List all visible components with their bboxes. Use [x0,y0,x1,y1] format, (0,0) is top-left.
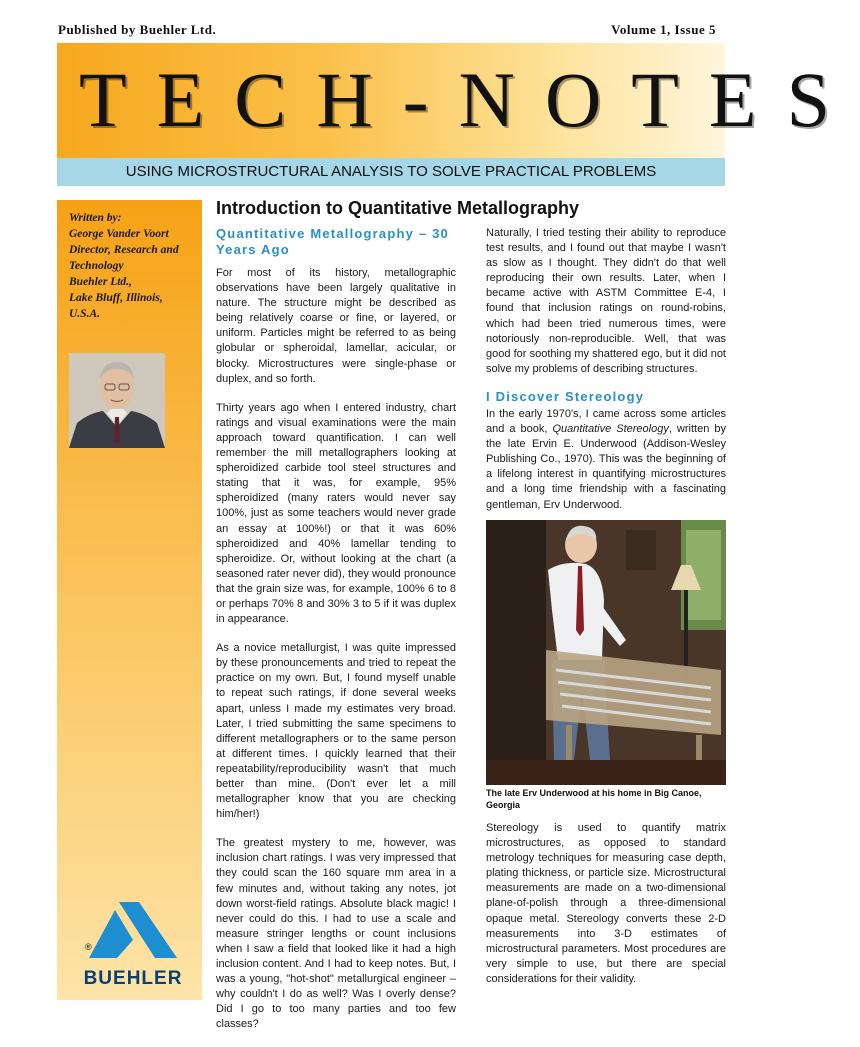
tagline-bar: USING MICROSTRUCTURAL ANALYSIS TO SOLVE PRACTICAL PROBLEMS [57,158,725,186]
paragraph: As a novice metallurgist, I was quite impressed by these pronouncements and tried to repeat the practice on my own. But, I found myself unable to repeat such ratings, if done several weeks apart, unless I made my estimates very broad. Later, I tried submitting the same specimens to different metallographers or to the same person at different times. I quickly learned that their repeatability/reproducibility wasn't that much better than mine. (Don't ever let a mill metallographer know that you are checking him/her!) [216,642,456,821]
author-line: Buehler Ltd., [69,276,132,288]
buehler-logo-icon [85,900,177,960]
publisher-label: Published by Buehler Ltd. [58,22,217,37]
paragraph: Naturally, I tried testing their ability to reproduce test results, and I found out that maybe I wasn't as slow as I thought. They didn't do that well reproducing their own results. Later, when I became active with ASTM Committee E-4, I found that inclusion ratings on round-robins, which had been tried numerous times, were notoriously non-reproducible. Well, that was good for soothing my shattered ego, but it did not solve my problems of describing structures. [486,227,726,375]
top-line [58,22,716,38]
registered-mark: ® [85,942,92,952]
article-title: Introduction to Quantitative Metallography [216,198,580,218]
issue-label: Volume 1, Issue 5 [611,22,716,37]
author-line: Technology [69,260,124,272]
paragraph: The greatest mystery to me, however, was inclusion chart ratings. I was very impressed that they could scan the 160 square mm area in a few minutes and, without taking any notes, jot down worst-field ratings. Absolute black magic! I never could do this. I had to use a scale and measure stringer lengths or count inclusions when I saw a field that looked like it had a high inclusion content. And I had to keep notes. But, I was a young, "hot-shot" metallurgical engineer – why couldn't I do as well? Was I overly dense? Did I go to too many parties and too few classes? [216,837,456,1031]
sidebar [57,200,202,1000]
author-line: Lake Bluff, Illinois, [69,292,163,304]
author-line: Director, Research and [69,244,179,256]
column-right [486,226,726,527]
buehler-wordmark: BUEHLER [83,968,183,989]
author-line: Written by: [69,212,122,224]
masthead [57,43,860,158]
author-line: U.S.A. [69,308,100,320]
author-block [69,210,199,322]
paragraph-text: , written by the late Ervin E. Underwood (Addison-Wesley Publishing Co., 1970). This was the beginning of a lifelong interest in quantifying microstructures and a long time friendship with a fascinating gentleman, Erv Underwood. [486,423,726,511]
photo-caption: The late Erv Underwood at his home in Big Canoe, Georgia [486,788,702,810]
section-heading: I Discover Stereology [486,388,645,404]
section-heading: Quantitative Metallography – 30 Years Ago [216,226,449,257]
book-title: Quantitative Stereology [552,423,669,436]
paragraph-text: In the early 1970's, I came across some articles and a book, [486,407,726,436]
underwood-photo [486,520,726,785]
column-right-bottom [486,821,726,1001]
masthead-title: TECH-NOTES [79,56,860,143]
paragraph: Thirty years ago when I entered industry, chart ratings and visual examinations were the main approach toward quantification. I can well remember the mill metallographers looking at spheroidized carbide tool steel structures and stating that it was, for example, 95% spheroidized (many raters would never say 100%, just as some teachers would never grade an essay at 100%!) or that it was 60% spheroidized and 40% lamellar tending to spheroidize. Or, without looking at the chart (a seasoned rater never did), they would pronounce that the grain size was, for example, 100% 6 to 8 or perhaps 70% 8 and 30% 3 to 5 if it was duplex in appearance. [216,401,456,626]
column-left [216,226,456,1047]
paragraph: Stereology is used to quantify matrix microstructures, as opposed to standard metrology techniques for measuring case depth, plating thickness, or particle size. Microstructural measurements are made on a two-dimensional plane-of-polish through a three-dimensional opaque metal. Stereology converts these 2-D measurements into 3-D estimates of microstructural parameters. Most procedures are very simple to use, but there are special considerations for their validity. [486,822,726,985]
author-line: George Vander Voort [69,228,169,240]
paragraph: For most of its history, metallographic observations have been largely qualitative in nature. The structure might be described as being relatively coarse or fine, or layered, or uniform. Particles might be referred to as being globular or spheroidal, lamellar, acicular, or blocky. Microstructures were single-phase or duplex, and so forth. [216,267,456,385]
paragraph [486,407,726,513]
author-portrait [69,353,165,448]
photo-image [486,520,726,785]
portrait-image [69,353,165,448]
